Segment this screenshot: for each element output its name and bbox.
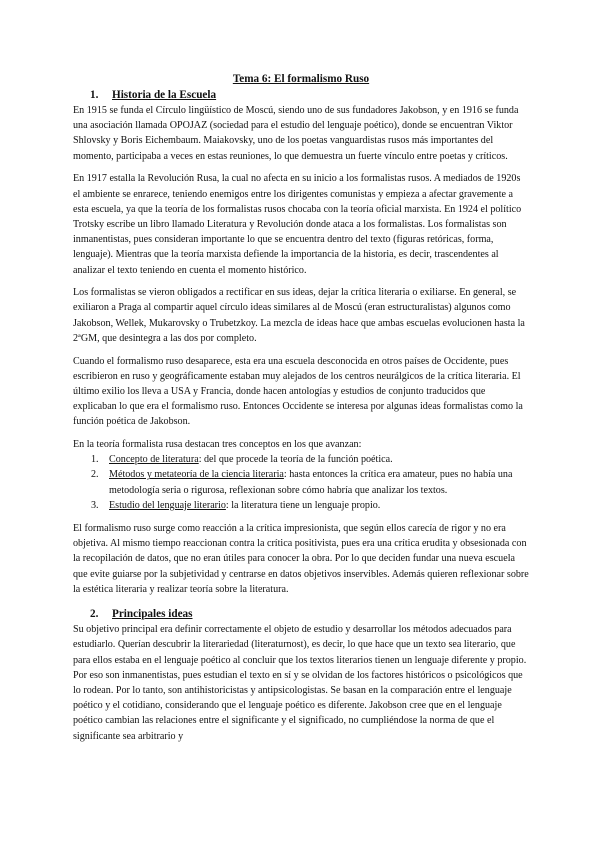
section-title: Principales ideas xyxy=(112,608,193,621)
section-title: Historia de la Escuela xyxy=(112,89,217,101)
list-item-number: 3. xyxy=(91,499,99,511)
paragraph: El formalismo ruso surge como reacción a la crítica impresionista, que según ellos carecía de rigor y no era objetiva. Al mismo tiempo reaccionan contra la crítica positivista, pues era una crítica erudita y obsesionada con la recopilación de datos, que no eran útiles para conocer la obra. Por lo que deciden fundar una nueva escuela que evite guiarse por la subjetividad y centrarse en datos objetivos inservibles. Además quieren reflexionar sobre la estética literaria y realizar teoría sobre la literatura. xyxy=(73,523,529,595)
paragraph: Los formalistas se vieron obligados a rectificar en sus ideas, dejar la crítica literaria o exiliarse. En general, se exiliaron a Praga al compartir aquel círculo ideas similares al de Moscú (eran estructuralistas) algunos como Jakobson, Wellek, Mukarovsky o Trubetzkoy. La mezcla de ideas hace que ambas escuelas evolucionen hasta la 2ªGM, que desintegra a las dos por completo. xyxy=(73,287,525,344)
list-item-text: : hasta entonces la crítica era amateur, pues no había una metodología seria o rigurosa, reflexionan sobre cómo habría que analizar los textos. xyxy=(109,469,513,496)
list-item xyxy=(73,498,529,513)
document-page xyxy=(73,72,529,751)
list-item-term: Métodos y metateoría de la ciencia literaria xyxy=(109,469,284,481)
section-number: 1. xyxy=(90,89,99,101)
paragraph: Su objetivo principal era definir correctamente el objeto de estudio y desarrollar los métodos adecuados para estudiarlo. Querían descubrir la literariedad (literaturnost), es decir, lo que hace que un texto sea literario, que para ellos estaba en el lenguaje poético al concluir que los textos literarios tienen un lenguaje diferente y propio. Por eso son inmanentistas, pues estudian el texto en sí y se olvidan de los factores históricos o psicológicos que lo rodean. Por lo tanto, son antihistoricistas y antipsicologistas. Se basan en la comparación entre el lenguaje poético y el cotidiano, considerando que el lenguaje poético es diferente. Jakobson cree que en el lenguaje poético cambian las relaciones entre el significante y el significado, no cumpliéndose la norma de que el significante sea arbitrario y xyxy=(73,624,527,742)
list-item xyxy=(73,452,529,467)
section-number: 2. xyxy=(90,608,99,621)
paragraph: En 1917 estalla la Revolución Rusa, la cual no afecta en su inicio a los formalistas rusos. A mediados de 1920s el ambiente se enrarece, teniendo enemigos entre los dirigentes comunistas y empieza a afectar gravemente a esta escuela, ya que la teoría de los formalistas rusos chocaba con la teoría oficial marxista. En 1924 el político Trotsky escribe un libro llamado Literatura y Revolución donde ataca a los formalistas. Los formalistas son inmanentistas, pues consideran importante lo que se encuentra dentro del texto (figuras retóricas, forma, lenguaje). Mientras que la teoría marxista defiende la importancia de la historia, es decir, trascendentes al analizar el texto teniendo en cuenta el momento histórico. xyxy=(73,173,522,276)
list-item-term: Concepto de literatura xyxy=(109,454,199,466)
list-item-number: 1. xyxy=(91,454,99,466)
paragraph: En la teoría formalista rusa destacan tres conceptos en los que avanzan: xyxy=(73,439,362,451)
paragraph: En 1915 se funda el Círculo lingüístico de Moscú, siendo uno de sus fundadores Jakobson, y en 1916 se funda una asociación llamada OPOJAZ (sociedad para el estudio del lenguaje poético), donde se encuentran Viktor Shlovsky y Boris Eichembaum. Maiakovsky, uno de los poetas vanguardistas rusos más importantes del momento, participaba a veces en estas reuniones, lo que demuestra un fuerte vínculo entre poetas y críticos. xyxy=(73,105,519,162)
list-item-text: : del que procede la teoría de la función poética. xyxy=(198,454,393,466)
list-item-text: : la literatura tiene un lenguaje propio. xyxy=(225,499,381,511)
section-heading-ideas xyxy=(73,607,529,622)
list-item-term: Estudio del lenguaje literario xyxy=(109,499,226,511)
list-item-number: 2. xyxy=(91,469,99,481)
concepts-list xyxy=(73,452,529,513)
paragraph: Cuando el formalismo ruso desaparece, esta era una escuela desconocida en otros países de Occidente, pues escribieron en ruso y geográficamente estaban muy alejados de los centros neurálgicos de la crítica literaria. El último exilio los lleva a USA y Francia, donde hacen antologías y estudios de conjunto traducidos que explicaban lo que era el formalismo ruso. Entonces Occidente se interesa por algunas ideas formalistas como la función poética de Jakobson. xyxy=(73,355,523,428)
document-title: Tema 6: El formalismo Ruso xyxy=(232,73,370,85)
list-item xyxy=(73,467,529,497)
section-heading-history xyxy=(73,88,529,103)
